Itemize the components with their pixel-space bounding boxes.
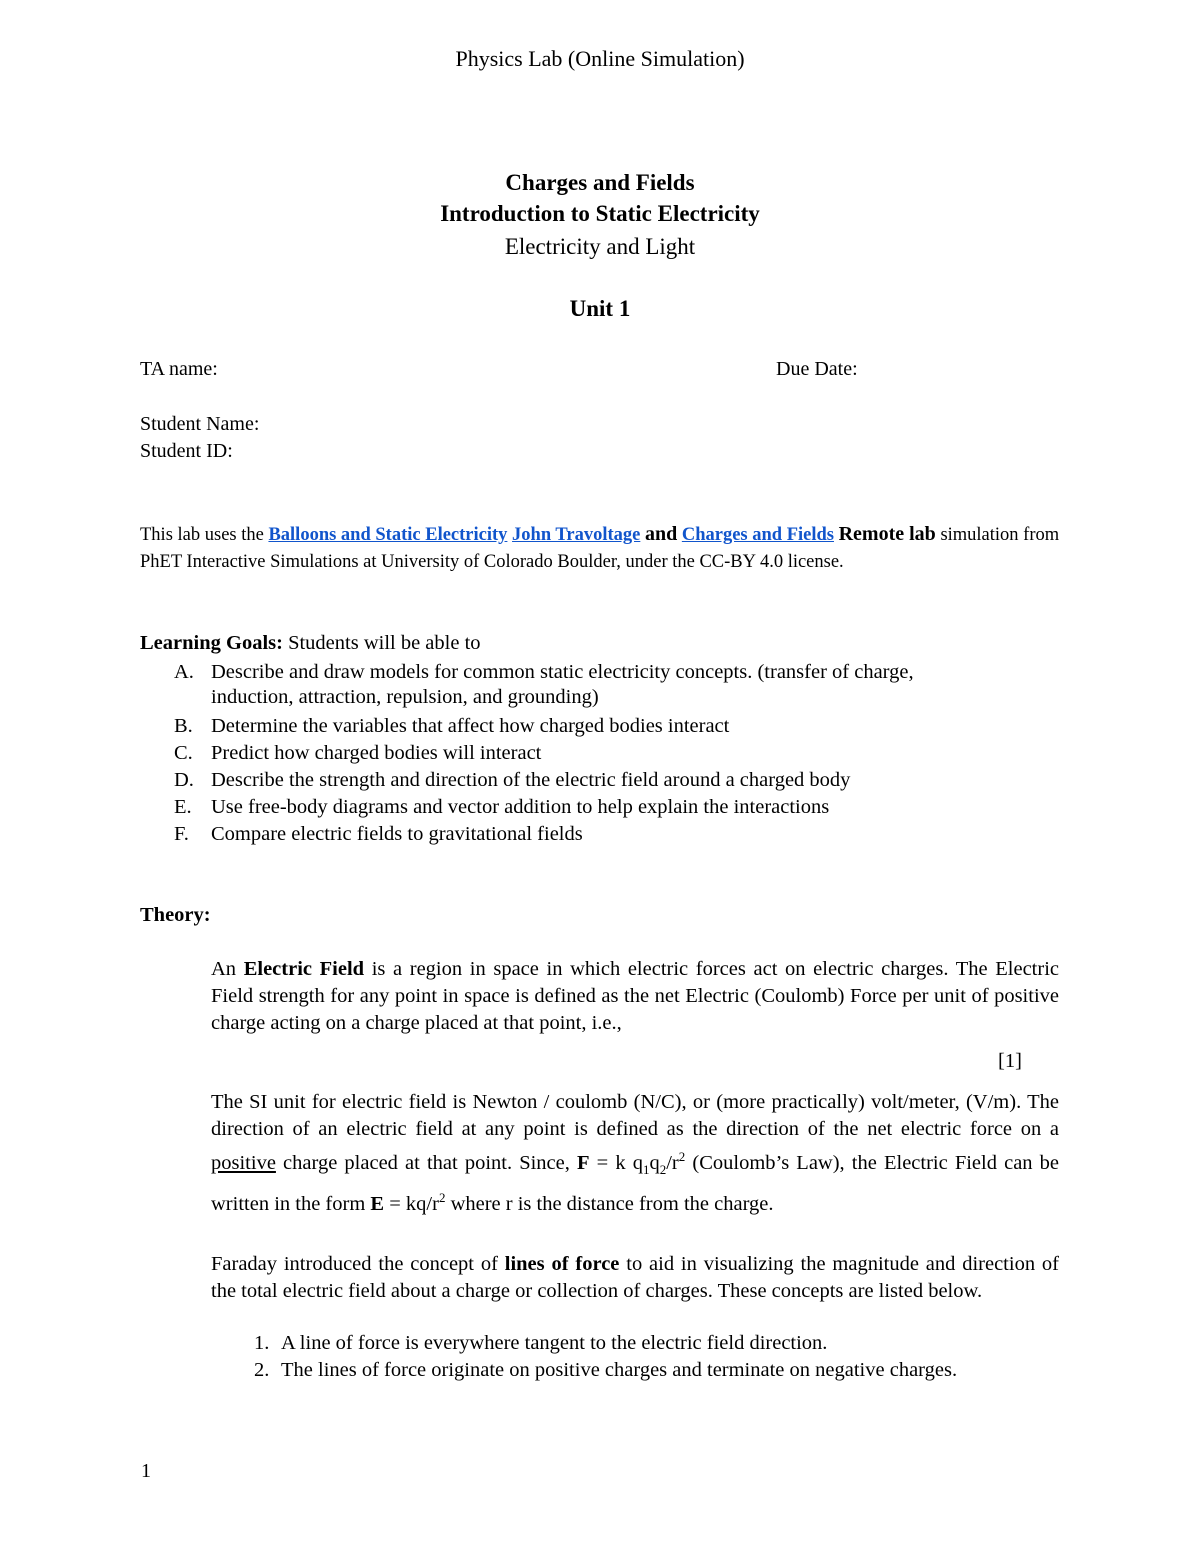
title-course: Electricity and Light [504, 234, 696, 259]
goal-item: B. Determine the variables that affect how charged bodies interact [174, 715, 730, 737]
goal-item: C. Predict how charged bodies will interact [174, 742, 542, 764]
theory-paragraph-electric-field: An Electric Field is a region in space in which electric forces act on electric charges. The Electric Field strength for any point in space is defined as the net Electric (Coulomb) Force per unit of positive charge acting on a charge placed at that point, i.e., [211, 958, 1059, 1035]
equation-number: [1] [998, 1050, 1022, 1072]
theory-heading: Theory: [140, 904, 211, 926]
page-number: 1 [141, 1460, 151, 1482]
numbered-list-item: 1. A line of force is everywhere tangent to the electric field direction. [254, 1332, 828, 1354]
student-id-label: Student ID: [140, 440, 233, 462]
student-name-label: Student Name: [140, 413, 260, 435]
link-charges-and-fields[interactable]: Charges and Fields [681, 525, 834, 545]
theory-paragraph-lines-of-force: Faraday introduced the concept of lines of force to aid in visualizing the magnitude and direction of the total electric field about a charge or collection of charges. These concepts are listed below. [211, 1253, 1059, 1303]
learning-goals-heading: Learning Goals: Students will be able to [140, 632, 481, 654]
intro-and: and [644, 523, 678, 545]
ta-name-label: TA name: [140, 358, 218, 380]
goal-item: F. Compare electric fields to gravitational fields [174, 823, 583, 845]
goal-item-continuation: induction, attraction, repulsion, and grounding) [211, 686, 599, 708]
link-balloons[interactable]: Balloons and Static Electricity [268, 525, 508, 545]
title-subtitle: Introduction to Static Electricity [440, 201, 760, 226]
intro-prefix: This lab uses the [140, 525, 269, 545]
goal-item: E. Use free-body diagrams and vector addition to help explain the interactions [174, 796, 830, 818]
goal-item: A. Describe and draw models for common static electricity concepts. (transfer of charge, [174, 661, 914, 683]
theory-paragraph-si-unit: The SI unit for electric field is Newton / coulomb (N/C), or (more practically) volt/meter, (V/m). The direction of an electric field at any point is defined as the direction of the net electric force on a positive charge placed at that point. Since, F = k $q_1q_2/r^2$ (Coulomb’s Law), the Electric Field can be written in the form $E = kq/r^2$ where r is the distance from the charge. [211, 1091, 1060, 1215]
link-john-travoltage[interactable]: John Travoltage [512, 525, 641, 545]
numbered-list-item: 2. The lines of force originate on positive charges and terminate on negative charges. [254, 1359, 958, 1381]
goal-item: D. Describe the strength and direction of the electric field around a charged body [174, 769, 851, 791]
due-date-label: Due Date: [776, 358, 858, 380]
title-unit: Unit 1 [569, 296, 631, 321]
title-main: Charges and Fields [505, 170, 695, 195]
intro-paragraph [140, 521, 1060, 576]
intro-remote-lab: Remote lab [838, 523, 936, 545]
page-header: Physics Lab (Online Simulation) [455, 46, 745, 71]
intro-suffix: simulation from PhET Interactive Simulations at University of Colorado Boulder, under the CC-BY 4.0 license. [140, 525, 1060, 572]
